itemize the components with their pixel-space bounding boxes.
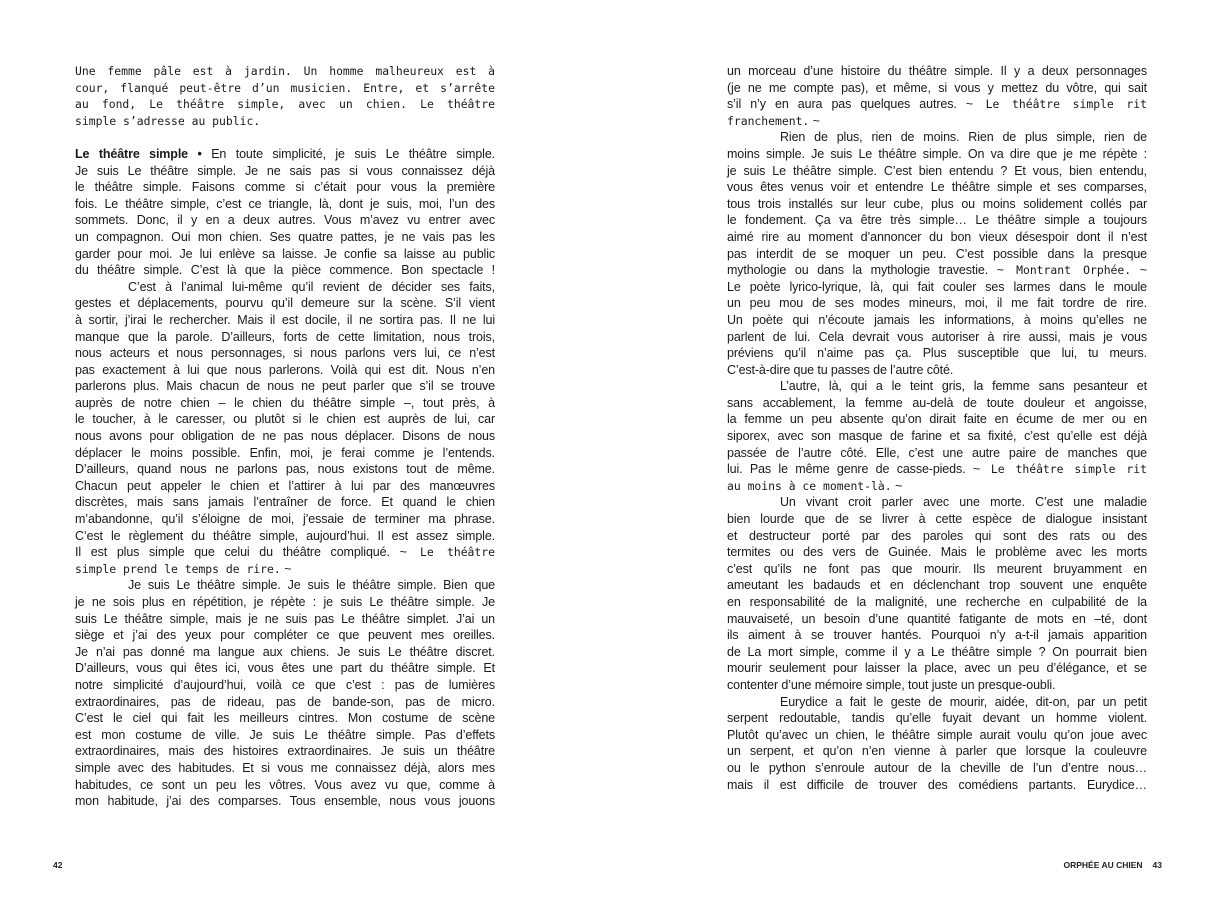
text-line	[75, 777, 495, 794]
paragraph	[75, 279, 495, 578]
paragraph	[727, 494, 1147, 693]
body-text: mais il est difficile de trouver des comédiens partants. Eurydice…	[727, 777, 1147, 792]
body-text: extraordinaires, pas de rideau, pas de bande-son, pas de micro.	[75, 694, 495, 709]
text-line	[727, 727, 1147, 744]
paragraph	[727, 694, 1147, 794]
body-text: Un poète qui n’écoute jamais les informations, à moins qu’elles ne	[727, 312, 1147, 327]
body-text: notre simplicité d’aujourd’hui, voilà ce que c’est : pas de lumières	[75, 677, 495, 692]
text-line	[727, 345, 1147, 362]
body-text: passée de l’autre côté. Elle, c’est une autre paire de manches que	[727, 445, 1147, 460]
body-text: ou le python s’enroule autour de la cheville de l’un d’entre nous…	[727, 760, 1147, 775]
text-line	[75, 494, 495, 511]
body-text: nous acteurs et nous personnages, si nous parlons vers lui, ce n’est	[75, 346, 495, 361]
body-text: termites ou des vers de Guinée. Mais le problème avec les morts	[727, 545, 1147, 560]
body-text: pas interdit de se moquer un peu. C’est possible dans la presque	[727, 246, 1147, 261]
text-line	[75, 262, 495, 279]
body-text: C’est le règlement du théâtre simple, aujourd’hui. Il est assez simple.	[75, 528, 495, 543]
text-line	[75, 312, 495, 329]
text-line	[727, 445, 1147, 462]
body-text: D’ailleurs, quand nous ne parlons pas, nous existons tout de même.	[75, 462, 495, 477]
text-line	[727, 743, 1147, 760]
text-line	[727, 528, 1147, 545]
right-page-text	[727, 63, 1147, 793]
body-text: un morceau d’une histoire du théâtre simple. Il y a deux personnages	[727, 64, 1147, 78]
text-line	[727, 179, 1147, 196]
text-line	[75, 445, 495, 462]
body-text: c’est qu’ils ne font pas que mourir. Ils meurent bruyamment en	[727, 561, 1147, 576]
body-text: Je n’ai pas donné ma langue aux chiens. Je suis Le théâtre discret.	[75, 644, 495, 659]
text-line	[727, 494, 1147, 511]
text-line	[727, 544, 1147, 561]
text-line	[727, 395, 1147, 412]
body-text: préviens qu’il n’aime pas ça. Plus susceptible que lui, tu meurs.	[727, 346, 1147, 361]
body-text: Plutôt qu’avec un chien, le théâtre simple aurait voulu qu’on joue avec	[727, 727, 1147, 742]
text-line	[75, 561, 495, 578]
text-line	[75, 544, 495, 561]
body-text: s’il n’y en aura pas quelques autres. ~	[727, 97, 973, 112]
text-line	[727, 212, 1147, 229]
stage-direction: Le théâtre simple rit	[980, 462, 1147, 477]
body-text: ~	[891, 478, 903, 493]
text-line	[75, 229, 495, 246]
text-line	[75, 279, 495, 296]
paragraph	[75, 577, 495, 809]
text-line	[75, 212, 495, 229]
text-line	[727, 660, 1147, 677]
text-line	[75, 146, 495, 163]
body-text: je suis Le théâtre simple. C’est bien entendu ? Et vous, bien entendu,	[727, 163, 1147, 178]
text-line	[75, 295, 495, 312]
body-text: habitudes, ce sont un peu les vôtres. Vous avez vu que, comme à	[75, 777, 495, 792]
body-text: auprès de notre chien – le chien du théâtre simple –, tout près, à	[75, 395, 495, 410]
text-line	[75, 627, 495, 644]
stage-direction: Une femme pâle est à jardin. Un homme malheureux est à	[75, 64, 495, 78]
body-text: le fondement. Ça va être très simple… Le théâtre simple a toujours	[727, 213, 1147, 228]
text-line	[75, 594, 495, 611]
left-page-number: 42	[53, 860, 63, 870]
stage-direction: Le théâtre	[406, 545, 495, 560]
body-text: Chacun peut appeler le chien et l’attirer à lui par des manœuvres	[75, 478, 495, 493]
body-text: mauvaiseté, un besoin d’une quantité fatigante de mots en –té, dont	[727, 611, 1147, 626]
body-text: serpent redoutable, tandis qu’elle fuyait devant un homme violent.	[727, 711, 1147, 726]
body-text: sommets. Donc, il y en a deux autres. Vous m’avez vu entrer avec	[75, 213, 495, 228]
stage-direction: simple s’adresse au public.	[75, 113, 261, 128]
text-line	[75, 710, 495, 727]
body-text: Je suis Le théâtre simple. Je suis le théâtre simple. Bien que	[128, 578, 495, 593]
text-line	[75, 428, 495, 445]
text-line	[727, 428, 1147, 445]
body-text: C’est le ciel qui fait les meilleurs cintres. Mon costume de scène	[75, 711, 495, 726]
paragraph	[75, 63, 495, 129]
body-text: extraordinaires, mais des histoires extraordinaires. Je suis un théâtre	[75, 744, 495, 759]
body-text: je ne sois plus en répétition, je répète : je suis Le théâtre simple. Je	[75, 595, 495, 609]
body-text: (je ne me compte pas), et même, si vous y mettez du vôtre, qui sait	[727, 80, 1147, 95]
body-text: En toute simplicité, je suis Le théâtre simple.	[201, 146, 495, 161]
body-text: déplacer le moins possible. Enfin, moi, je ferai comme je l’entends.	[75, 445, 495, 460]
text-line	[727, 163, 1147, 180]
body-text: Rien de plus, rien de moins. Rien de plus simple, rien de	[780, 130, 1147, 145]
text-line	[75, 528, 495, 545]
text-line	[727, 611, 1147, 628]
text-line	[727, 461, 1147, 478]
paragraph-gap	[75, 129, 495, 146]
text-line	[727, 80, 1147, 97]
body-text: Un vivant croit parler avec une morte. C’est une maladie	[780, 495, 1147, 510]
text-line	[727, 295, 1147, 312]
body-text: ~	[809, 113, 820, 128]
text-line	[727, 262, 1147, 279]
text-line	[75, 329, 495, 346]
body-text: garder pour moi. Je lui enlève sa laisse. Je confie sa laisse au public	[75, 246, 495, 261]
text-line	[727, 378, 1147, 395]
text-line	[75, 694, 495, 711]
body-text: le théâtre simple. Faisons comme si c’était pour vous la première	[75, 180, 495, 195]
text-line	[75, 179, 495, 196]
right-page-number: 43	[1152, 860, 1162, 870]
stage-direction: simple prend le temps de rire.	[75, 561, 281, 576]
text-line	[75, 113, 495, 130]
text-line	[727, 279, 1147, 296]
text-line	[75, 196, 495, 213]
body-text: de La mort simple, comme il y a Le théâtre simple ? On pourrait bien	[727, 644, 1147, 659]
body-text: à sortir, j’irai le rechercher. Mais il est docile, il ne sortira pas. Il ne lui	[75, 312, 495, 327]
text-line	[727, 229, 1147, 246]
running-title: ORPHÉE AU CHIEN	[1063, 860, 1143, 870]
stage-direction: Montrant Orphée.	[1003, 263, 1132, 278]
body-text: un compagnon. Oui mon chien. Ses quatre pattes, je ne vais pas les	[75, 229, 495, 244]
text-line	[75, 163, 495, 180]
body-text: siporex, avec son masque de farine et sa fixité, c’est qu’elle est déjà	[727, 429, 1147, 444]
text-line	[727, 63, 1147, 80]
body-text: Il est plus simple que celui du théâtre compliqué. ~	[75, 545, 407, 560]
text-line	[727, 113, 1147, 130]
text-line	[727, 627, 1147, 644]
body-text: siège et j’ai des yeux pour compléter ce que peuvent mes oreilles.	[75, 628, 495, 643]
text-line	[75, 677, 495, 694]
body-text: bien lourde que de se livrer à cette espèce de dialogue insistant	[727, 512, 1147, 527]
text-line	[75, 96, 495, 113]
text-line	[727, 777, 1147, 794]
text-line	[727, 561, 1147, 578]
right-page-footer	[1064, 860, 1163, 870]
body-text: nous avons pour obligation de ne pas nous déplacer. Disons de nous	[75, 429, 495, 444]
body-text: un peu mou de ses modes mineurs, moi, il me fait tordre de rire.	[727, 296, 1147, 311]
text-line	[75, 660, 495, 677]
body-text: simple avec des habitudes. Et si vous me connaissez déjà, alors mes	[75, 760, 495, 775]
text-line	[727, 511, 1147, 528]
body-text: ils aiment à se trouver hantés. Pourquoi n’y a-t-il jamais apparition	[727, 628, 1147, 643]
body-text: est mon costume de ville. Je suis Le théâtre simple. Pas d’effets	[75, 727, 495, 742]
text-line	[727, 411, 1147, 428]
text-line	[75, 478, 495, 495]
text-line	[75, 644, 495, 661]
text-line	[727, 146, 1147, 163]
body-text: gestes et déplacements, pourvu qu’il demeure sur la scène. S’il vient	[75, 296, 495, 311]
text-line	[727, 694, 1147, 711]
text-line	[75, 411, 495, 428]
text-line	[75, 727, 495, 744]
body-text: Je suis Le théâtre simple. Je ne sais pas si vous connaissez déjà	[75, 163, 495, 178]
text-line	[727, 312, 1147, 329]
body-text: un serpent, et qu’on n’en vienne à parler que lorsque la couleuvre	[727, 744, 1147, 759]
stage-direction: Le théâtre simple rit	[973, 97, 1147, 112]
text-line	[727, 594, 1147, 611]
body-text: manque que la parole. D’ailleurs, forts de cette limitation, nous trois,	[75, 329, 495, 344]
body-text: ~	[1131, 263, 1147, 278]
paragraph	[727, 378, 1147, 494]
paragraph	[727, 129, 1147, 378]
body-text: moins simple. Je suis Le théâtre simple. On va dire que je me répète :	[727, 146, 1147, 161]
text-line	[75, 577, 495, 594]
body-text: D’ailleurs, vous qui êtes ici, vous êtes une part du théâtre simple. Et	[75, 661, 495, 676]
paragraph	[75, 146, 495, 279]
body-text: vous êtes venus voir et entendre Le théâtre simple et ses comparses,	[727, 180, 1147, 195]
body-text: L’autre, là, qui a le teint gris, la femme sans pesanteur et	[780, 379, 1147, 394]
body-text: et destructeur porté par des paroles qui sont des rats ou des	[727, 528, 1147, 543]
stage-direction: au fond, Le théâtre simple, avec un chien. Le théâtre	[75, 97, 495, 112]
text-line	[75, 378, 495, 395]
text-line	[75, 461, 495, 478]
text-line	[75, 63, 495, 80]
body-text: mon habitude, j’ai des comparses. Tous ensemble, nous vous jouons	[75, 794, 495, 809]
body-text: tous trois installés sur leur cube, plus ou moins solidement collés par	[727, 196, 1147, 211]
body-text: ameutant les badauds et en déclenchant trop souvent une enquête	[727, 578, 1147, 593]
text-line	[75, 246, 495, 263]
body-text: ~	[280, 561, 292, 576]
body-text: Eurydice a fait le geste de mourir, aidée, dit-on, par un petit	[780, 694, 1147, 709]
body-text: C’est à l’animal lui-même qu’il revient de décider ses faits,	[128, 279, 495, 294]
body-text: Le poète lyrico-lyrique, là, qui fait couler ses larmes dans le moule	[727, 279, 1147, 294]
body-text: suis Le théâtre simple, mais je ne suis pas Le théâtre simplet. J’ai un	[75, 611, 495, 626]
text-line	[727, 362, 1147, 379]
text-line	[727, 677, 1147, 694]
text-line	[75, 395, 495, 412]
speaker-name: Le théâtre simple •	[75, 146, 202, 161]
text-line	[75, 80, 495, 97]
body-text: du théâtre simple. C’est là que la pièce commence. Bon spectacle !	[75, 263, 495, 278]
text-line	[75, 345, 495, 362]
text-line	[727, 577, 1147, 594]
body-text: la femme un peu absente qu’on dirait faite en écume de mer ou en	[727, 412, 1147, 427]
text-line	[75, 362, 495, 379]
text-line	[727, 644, 1147, 661]
text-line	[75, 511, 495, 528]
body-text: sans accablement, la femme au-delà de toute douleur et angoisse,	[727, 395, 1147, 410]
body-text: mourir seulement pour laisser la place, avec un peu d’élégance, et se	[727, 661, 1147, 676]
text-line	[727, 710, 1147, 727]
body-text: en responsabilité de la malignité, une recherche en culpabilité de la	[727, 595, 1147, 609]
body-text: parlent de lui. Cela devrait vous autoriser à rire aussi, mais je vous	[727, 329, 1147, 344]
text-line	[75, 760, 495, 777]
text-line	[75, 793, 495, 810]
body-text: contenter d’une mémoire simple, tout juste un presque-oubli.	[727, 677, 1056, 692]
text-line	[727, 196, 1147, 213]
text-line	[727, 96, 1147, 113]
stage-direction: au moins à ce moment-là.	[727, 478, 892, 493]
text-line	[727, 129, 1147, 146]
text-line	[75, 743, 495, 760]
body-text: discrètes, mais sans jamais l’entraîner de force. Et quand le chien	[75, 495, 495, 510]
body-text: fois. Le théâtre simple, c’est ce triangle, là, dont je suis, moi, l’un des	[75, 196, 495, 211]
body-text: parlerons plus. Mais chacun de nous ne peut parler que s’il se trouve	[75, 379, 495, 394]
body-text: aimé rire au moment d’annoncer du bon vieux désespoir dont il n’est	[727, 229, 1147, 244]
text-line	[727, 246, 1147, 263]
left-page-text	[75, 63, 495, 810]
body-text: C’est-à-dire que tu passes de l’autre côté.	[727, 362, 954, 377]
body-text: m’abandonne, qu’il s’éloigne de moi, j’essaie de terminer ma phrase.	[75, 512, 495, 527]
body-text: pas exactement à lui que nous parlerons. Voilà qui est dit. Nous n’en	[75, 362, 495, 377]
text-line	[727, 478, 1147, 495]
body-text: le toucher, à le caresser, ou plutôt si le chien est auprès de lui, car	[75, 412, 495, 427]
text-line	[727, 329, 1147, 346]
body-text: mythologie ou dans la mythologie travestie. ~	[727, 263, 1004, 278]
body-text: lui. Pas le même genre de casse-pieds. ~	[727, 462, 981, 477]
text-line	[75, 611, 495, 628]
stage-direction: franchement.	[727, 113, 810, 128]
stage-direction: cour, flanqué peut-être d’un musicien. Entre, et s’arrête	[75, 80, 495, 95]
text-line	[727, 760, 1147, 777]
paragraph	[727, 63, 1147, 129]
